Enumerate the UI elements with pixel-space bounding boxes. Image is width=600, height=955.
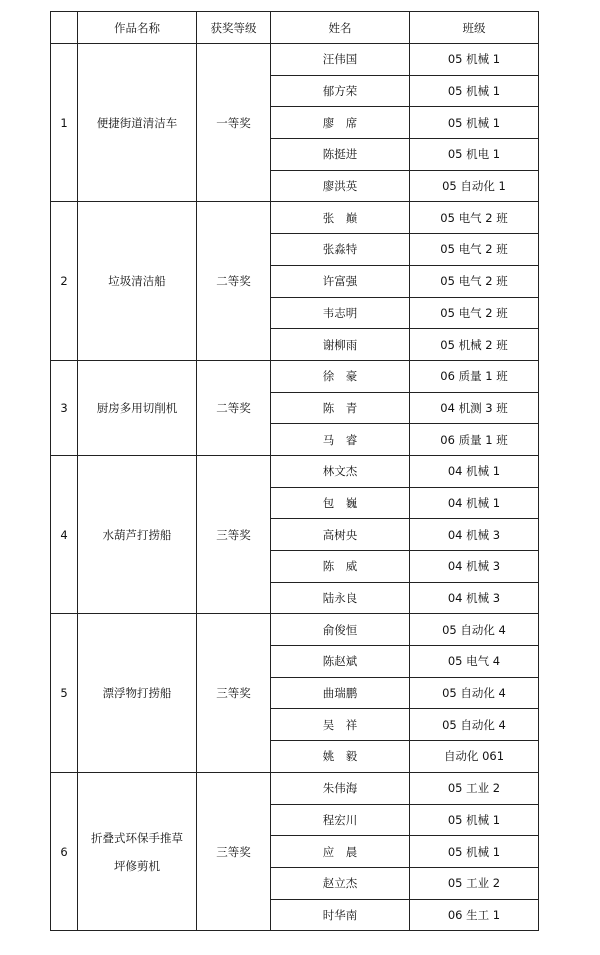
member-name: 陆永良 — [271, 582, 410, 614]
work-title-line: 折叠式环保手推草 — [91, 830, 183, 845]
table-body — [51, 44, 539, 931]
member-name: 林文杰 — [271, 455, 410, 487]
member-name: 包 巍 — [271, 487, 410, 519]
member-class: 05 自动化 4 — [410, 709, 539, 741]
member-class: 04 机械 3 — [410, 519, 539, 551]
member-name: 陈挺进 — [271, 139, 410, 171]
work-title-line: 厨房多用切削机 — [96, 400, 178, 415]
work-title-line: 垃圾清洁船 — [108, 274, 166, 289]
entry-index: 3 — [51, 360, 78, 455]
header-class: 班级 — [410, 12, 539, 44]
work-title — [78, 614, 197, 772]
work-title-line: 漂浮物打捞船 — [102, 686, 172, 701]
entry-index: 1 — [51, 44, 78, 202]
table-row — [51, 455, 539, 487]
member-class: 05 电气 2 班 — [410, 265, 539, 297]
award-level: 三等奖 — [197, 455, 271, 613]
member-name: 陈赵斌 — [271, 646, 410, 678]
member-name: 廖 席 — [271, 107, 410, 139]
award-level: 二等奖 — [197, 202, 271, 360]
member-class: 05 电气 2 班 — [410, 234, 539, 266]
work-title-line: 坪修剪机 — [114, 858, 160, 873]
table-row — [51, 614, 539, 646]
member-name: 俞俊恒 — [271, 614, 410, 646]
member-class: 06 质量 1 班 — [410, 424, 539, 456]
member-class: 05 机械 1 — [410, 836, 539, 868]
award-table — [50, 11, 539, 931]
member-name: 陈 威 — [271, 551, 410, 583]
member-name: 时华南 — [271, 899, 410, 931]
member-class: 04 机测 3 班 — [410, 392, 539, 424]
header-award-level: 获奖等级 — [197, 12, 271, 44]
entry-index: 2 — [51, 202, 78, 360]
member-class: 05 工业 2 — [410, 772, 539, 804]
entry-index: 4 — [51, 455, 78, 613]
member-class: 05 机械 1 — [410, 804, 539, 836]
member-name: 谢柳雨 — [271, 329, 410, 361]
member-name: 赵立杰 — [271, 867, 410, 899]
member-name: 郁方荣 — [271, 75, 410, 107]
member-class: 05 工业 2 — [410, 867, 539, 899]
member-class: 06 生工 1 — [410, 899, 539, 931]
member-name: 徐 豪 — [271, 360, 410, 392]
member-class: 05 电气 2 班 — [410, 202, 539, 234]
award-level: 一等奖 — [197, 44, 271, 202]
work-title — [78, 772, 197, 930]
member-class: 05 机械 1 — [410, 75, 539, 107]
entry-index: 5 — [51, 614, 78, 772]
member-name: 姚 毅 — [271, 741, 410, 773]
header-index — [51, 12, 78, 44]
member-name: 曲瑞鹏 — [271, 677, 410, 709]
member-class: 05 电气 2 班 — [410, 297, 539, 329]
member-name: 马 睿 — [271, 424, 410, 456]
member-name: 许富强 — [271, 265, 410, 297]
header-name: 姓名 — [271, 12, 410, 44]
member-name: 韦志明 — [271, 297, 410, 329]
member-class: 05 自动化 4 — [410, 614, 539, 646]
award-level: 三等奖 — [197, 614, 271, 772]
member-name: 高树央 — [271, 519, 410, 551]
member-name: 汪伟国 — [271, 44, 410, 76]
table-row — [51, 202, 539, 234]
member-class: 05 自动化 1 — [410, 170, 539, 202]
header-row — [51, 12, 539, 44]
member-class: 05 机械 1 — [410, 107, 539, 139]
member-name: 陈 青 — [271, 392, 410, 424]
member-name: 吴 祥 — [271, 709, 410, 741]
member-class: 自动化 061 — [410, 741, 539, 773]
work-title — [78, 455, 197, 613]
member-name: 张淼特 — [271, 234, 410, 266]
work-title — [78, 360, 197, 455]
entry-index: 6 — [51, 772, 78, 930]
member-name: 应 晨 — [271, 836, 410, 868]
header-work-title: 作品名称 — [78, 12, 197, 44]
member-class: 05 自动化 4 — [410, 677, 539, 709]
member-name: 张 巅 — [271, 202, 410, 234]
table-row — [51, 360, 539, 392]
member-class: 05 机械 2 班 — [410, 329, 539, 361]
award-level: 三等奖 — [197, 772, 271, 930]
member-class: 05 电气 4 — [410, 646, 539, 678]
member-class: 04 机械 1 — [410, 455, 539, 487]
member-class: 05 机械 1 — [410, 44, 539, 76]
table-row — [51, 44, 539, 76]
member-name: 朱伟海 — [271, 772, 410, 804]
member-name: 程宏川 — [271, 804, 410, 836]
work-title — [78, 44, 197, 202]
member-class: 06 质量 1 班 — [410, 360, 539, 392]
member-class: 04 机械 1 — [410, 487, 539, 519]
table-row — [51, 772, 539, 804]
work-title-line: 便捷街道清洁车 — [96, 115, 178, 130]
work-title — [78, 202, 197, 360]
member-class: 05 机电 1 — [410, 139, 539, 171]
award-level: 二等奖 — [197, 360, 271, 455]
member-name: 廖洪英 — [271, 170, 410, 202]
work-title-line: 水葫芦打捞船 — [102, 527, 172, 542]
member-class: 04 机械 3 — [410, 551, 539, 583]
member-class: 04 机械 3 — [410, 582, 539, 614]
